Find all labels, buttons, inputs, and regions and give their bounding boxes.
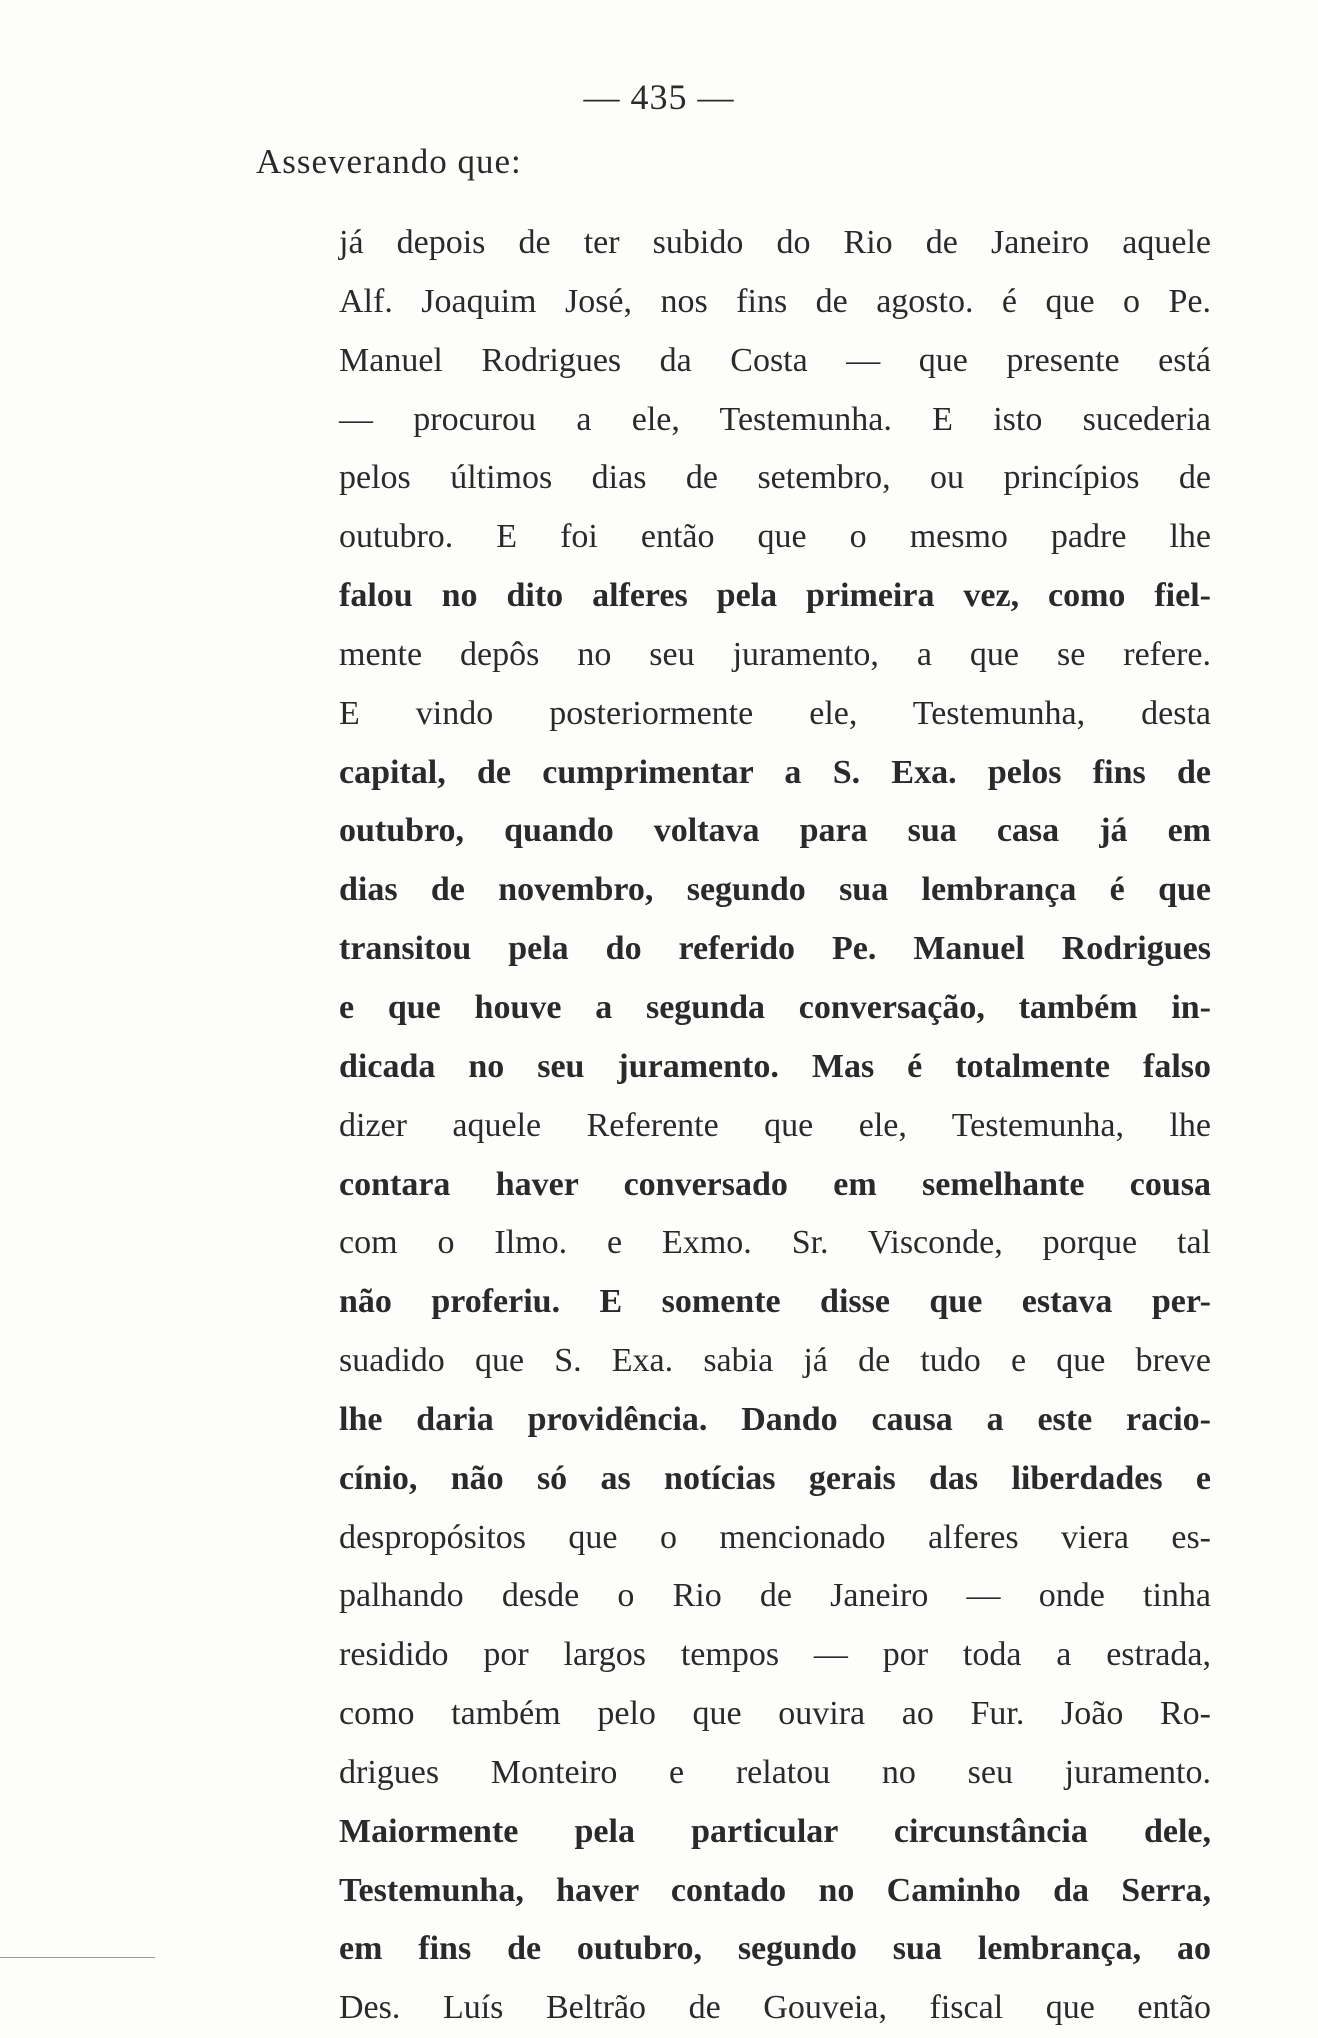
text-line: Des. Luís Beltrão de Gouveia, fiscal que então (339, 1989, 1211, 2027)
text-line: dicada no seu juramento. Mas é totalmente falso (339, 1047, 1211, 1085)
text-line: outubro. E foi então que o mesmo padre lhe (339, 518, 1211, 556)
text-line: drigues Monteiro e relatou no seu juramento. (339, 1753, 1211, 1791)
text-line: pelos últimos dias de setembro, ou princípios de (339, 459, 1211, 497)
text-line: capital, de cumprimentar a S. Exa. pelos fins de (339, 753, 1211, 791)
text-line: — procurou a ele, Testemunha. E isto sucederia (339, 400, 1211, 438)
text-line: com o Ilmo. e Exmo. Sr. Visconde, porque tal (339, 1224, 1211, 1262)
text-line: Maiormente pela particular circunstância dele, (339, 1812, 1211, 1850)
text-line: residido por largos tempos — por toda a estrada, (339, 1636, 1211, 1674)
text-line: como também pelo que ouvira ao Fur. João Ro- (339, 1695, 1211, 1733)
body-text (339, 214, 1211, 2038)
text-line: palhando desde o Rio de Janeiro — onde tinha (339, 1577, 1211, 1615)
text-line: lhe daria providência. Dando causa a este racio- (339, 1400, 1211, 1438)
text-line: suadido que S. Exa. sabia já de tudo e que breve (339, 1342, 1211, 1380)
text-line: já depois de ter subido do Rio de Janeiro aquele (339, 224, 1211, 261)
text-line: E vindo posteriormente ele, Testemunha, desta (339, 694, 1211, 732)
text-line: transitou pela do referido Pe. Manuel Rodrigues (339, 930, 1211, 968)
text-line: Testemunha, haver contado no Caminho da Serra, (339, 1871, 1211, 1909)
text-line: dizer aquele Referente que ele, Testemunha, lhe (339, 1106, 1211, 1144)
section-heading: Asseverando que: (256, 142, 522, 181)
text-line: Alf. Joaquim José, nos fins de agosto. é que o Pe. (339, 282, 1211, 320)
text-line: despropósitos que o mencionado alferes viera es- (339, 1518, 1211, 1556)
text-line: cínio, não só as notícias gerais das liberdades e (339, 1459, 1211, 1497)
text-line: dias de novembro, segundo sua lembrança é que (339, 871, 1211, 909)
text-line: em fins de outubro, segundo sua lembrança, ao (339, 1930, 1211, 1968)
text-line: não proferiu. E somente disse que estava per- (339, 1283, 1211, 1321)
footer-rule (0, 1957, 155, 1958)
text-line: Manuel Rodrigues da Costa — que presente está (339, 341, 1211, 379)
text-line: mente depôs no seu juramento, a que se refere. (339, 635, 1211, 673)
text-line: contara haver conversado em semelhante cousa (339, 1165, 1211, 1203)
text-line: e que houve a segunda conversação, também in- (339, 988, 1211, 1026)
text-line: falou no dito alferes pela primeira vez, como fiel- (339, 577, 1211, 615)
page-number: — 435 — (583, 77, 735, 117)
text-line: outubro, quando voltava para sua casa já em (339, 812, 1211, 850)
